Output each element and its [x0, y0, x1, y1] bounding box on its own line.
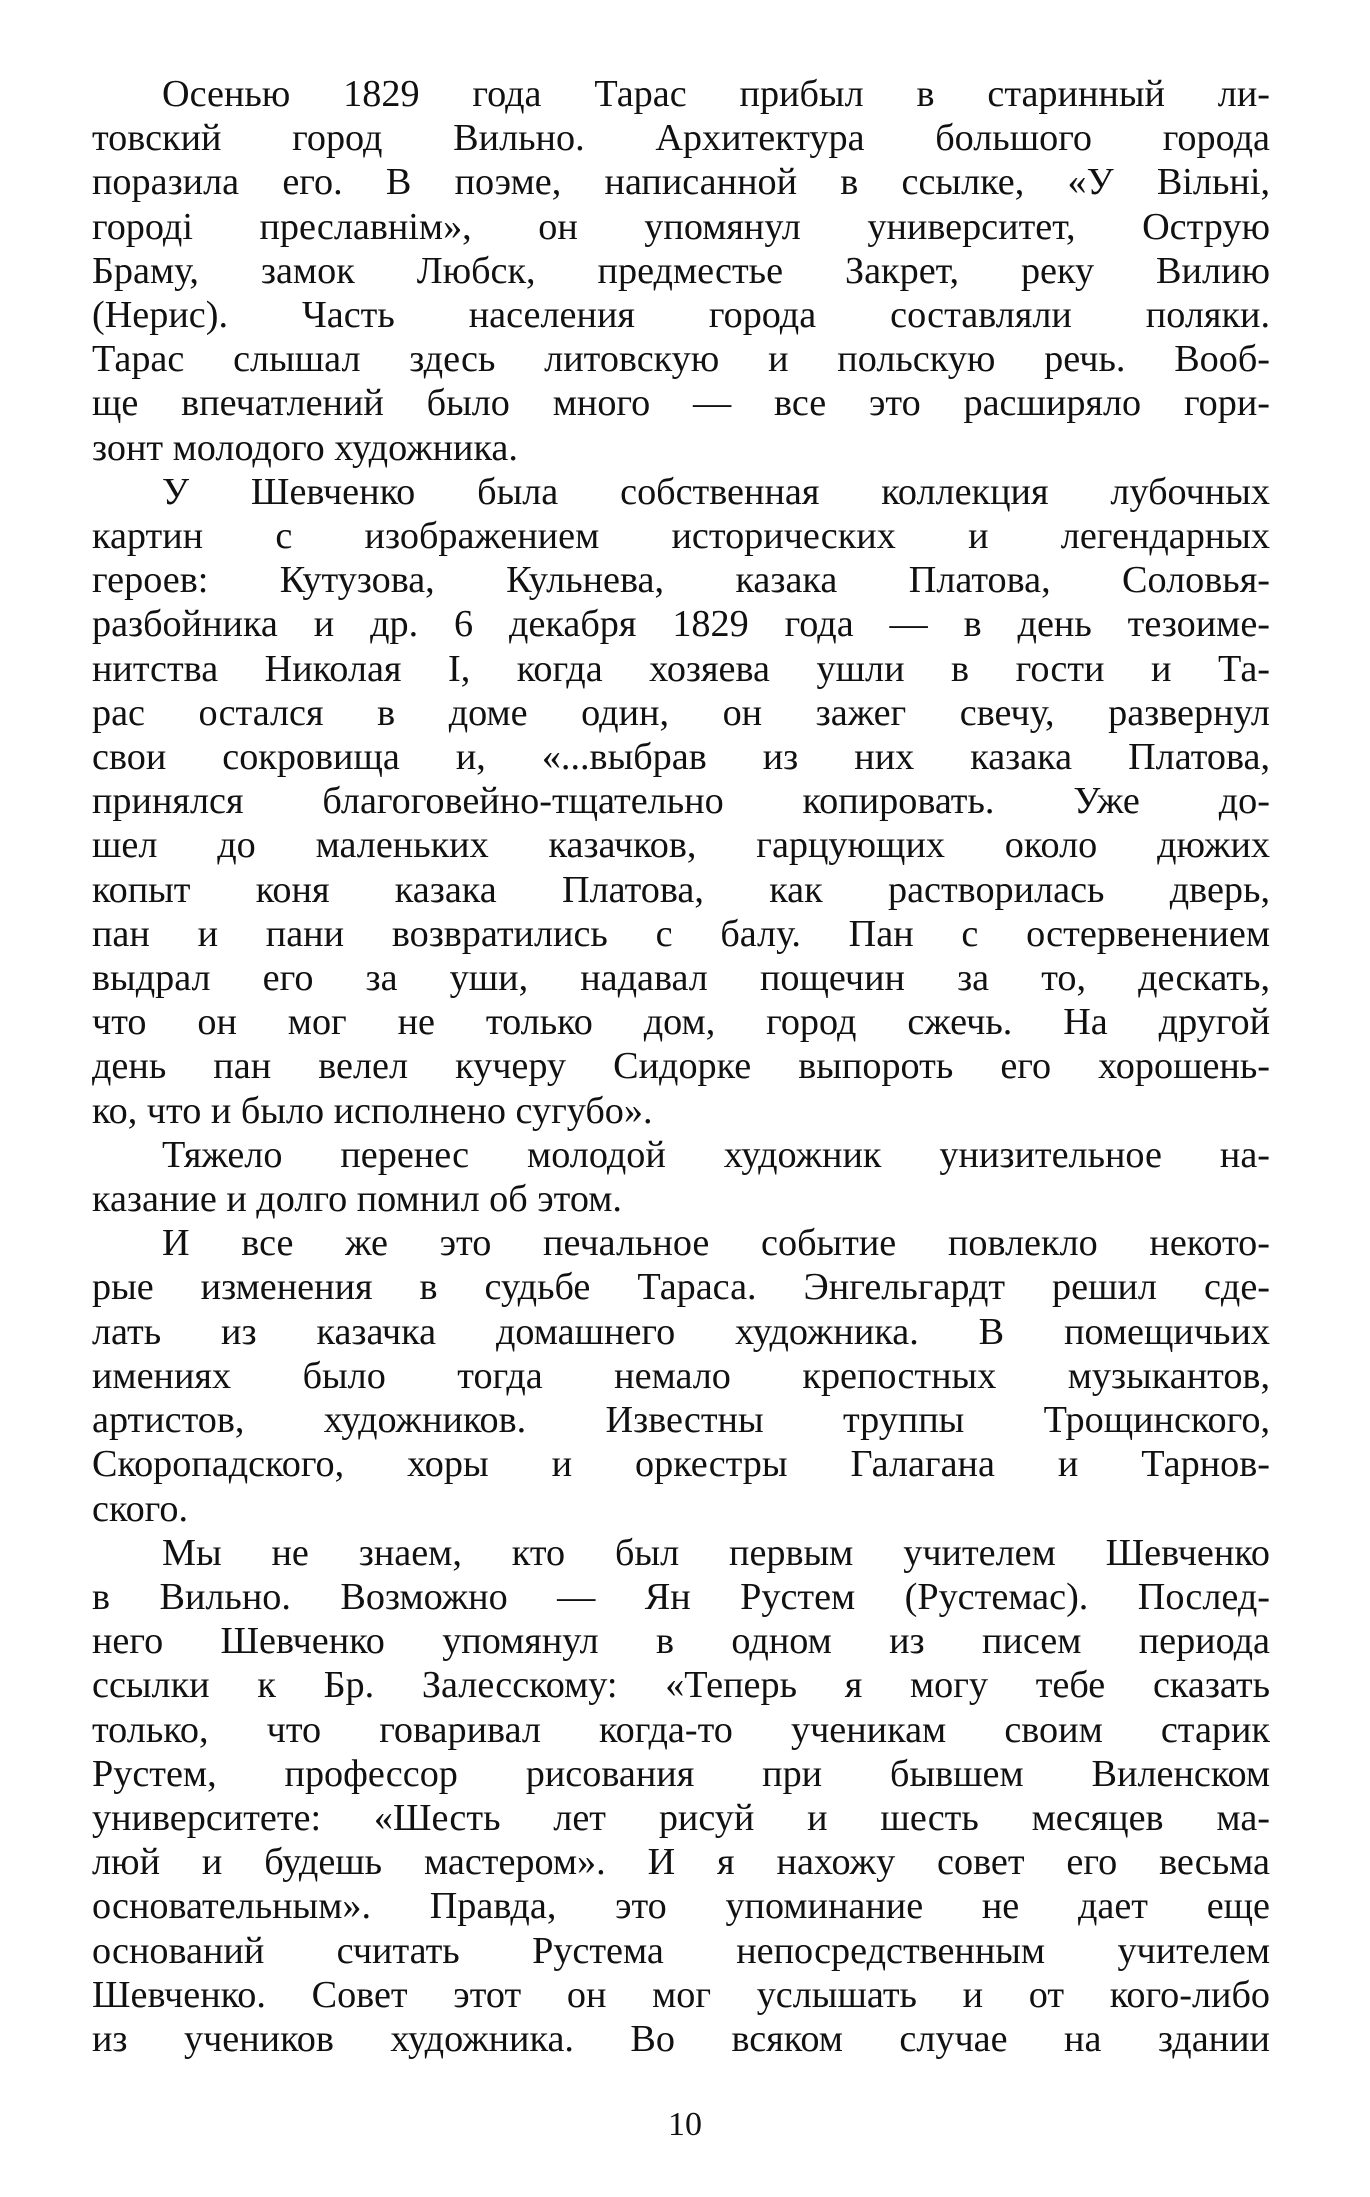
paragraph	[92, 470, 1270, 1133]
text-line: рые изменения в судьбе Тараса. Энгельгардт решил сде-	[92, 1266, 1270, 1309]
text-line: принялся благоговейно-тщательно копировать. Уже до-	[92, 780, 1270, 823]
text-line: день пан велел кучеру Сидорке выпороть его хорошень-	[92, 1045, 1270, 1088]
text-line: ко, что и было исполнено сугубо».	[92, 1089, 653, 1132]
text-line: поразила его. В поэме, написанной в ссылке, «У Вільні,	[92, 161, 1270, 204]
text-line: пан и пани возвратились с балу. Пан с остервенением	[92, 912, 1270, 955]
text-line: оснований считать Рустема непосредственным учителем	[92, 1929, 1270, 1972]
text-line: лать из казачка домашнего художника. В помещичьих	[92, 1310, 1270, 1353]
text-line: Скоропадского, хоры и оркестры Галагана и Тарнов-	[92, 1443, 1270, 1486]
text-line: Мы не знаем, кто был первым учителем Шевченко	[162, 1531, 1270, 1574]
text-line: что он мог не только дом, город сжечь. На другой	[92, 1001, 1270, 1044]
paragraph	[92, 1133, 1270, 1221]
text-line: в Вильно. Возможно — Ян Рустем (Рустемас). Послед-	[92, 1575, 1270, 1618]
text-line: шел до маленьких казачков, гарцующих около дюжих	[92, 824, 1270, 867]
text-line: героев: Кутузова, Кульнева, казака Платова, Соловья-	[92, 559, 1270, 602]
text-line: И все же это печальное событие повлекло некото-	[162, 1222, 1270, 1265]
text-line: свои сокровища и, «...выбрав из них казака Платова,	[92, 736, 1270, 779]
text-line: копыт коня казака Платова, как растворилась дверь,	[92, 868, 1270, 911]
text-line: университете: «Шесть лет рисуй и шесть месяцев ма-	[92, 1796, 1270, 1839]
text-line: только, что говаривал когда-то ученикам своим старик	[92, 1708, 1270, 1751]
paragraph	[92, 1531, 1270, 2061]
text-line: ссылки к Бр. Залесскому: «Теперь я могу тебе сказать	[92, 1664, 1270, 1707]
text-line: артистов, художников. Известны труппы Трощинского,	[92, 1399, 1270, 1442]
text-line: картин с изображением исторических и легендарных	[92, 515, 1270, 558]
paragraph	[92, 1221, 1270, 1530]
text-line: разбойника и др. 6 декабря 1829 года — в день тезоиме-	[92, 603, 1270, 646]
book-page-text	[92, 72, 1270, 2061]
text-line: рас остался в доме один, он зажег свечу, развернул	[92, 691, 1270, 734]
text-line: (Нерис). Часть населения города составляли поляки.	[92, 294, 1270, 337]
text-line: основательным». Правда, это упоминание не дает еще	[92, 1885, 1270, 1928]
text-line: нитства Николая I, когда хозяева ушли в гости и Та-	[92, 647, 1270, 690]
text-line: Тяжело перенес молодой художник унизительное на-	[162, 1133, 1270, 1176]
text-line: него Шевченко упомянул в одном из писем периода	[92, 1620, 1270, 1663]
text-line: Браму, замок Любск, предместье Закрет, реку Вилию	[92, 249, 1270, 292]
text-line: из учеников художника. Во всяком случае на здании	[92, 2017, 1270, 2060]
text-line: Рустем, профессор рисования при бывшем Виленском	[92, 1752, 1270, 1795]
text-line: Шевченко. Совет этот он мог услышать и от кого-либо	[92, 1973, 1270, 2016]
page-number: 10	[668, 2106, 702, 2143]
text-line: выдрал его за уши, надавал пощечин за то, дескать,	[92, 957, 1270, 1000]
text-line: казание и долго помнил об этом.	[92, 1178, 622, 1221]
text-line: товский город Вильно. Архитектура большого города	[92, 117, 1270, 160]
text-line: городі преславнім», он упомянул университет, Острую	[92, 205, 1270, 248]
text-line: имениях было тогда немало крепостных музыкантов,	[92, 1354, 1270, 1397]
paragraph	[92, 72, 1270, 470]
text-line: ского.	[92, 1487, 189, 1530]
text-line: Осенью 1829 года Тарас прибыл в старинный ли-	[162, 73, 1270, 115]
text-line: У Шевченко была собственная коллекция лубочных	[162, 470, 1270, 513]
text-line: люй и будешь мастером». И я нахожу совет его весьма	[92, 1841, 1270, 1884]
text-line: ще впечатлений было много — все это расширяло гори-	[92, 382, 1270, 425]
text-line: зонт молодого художника.	[92, 426, 518, 469]
text-line: Тарас слышал здесь литовскую и польскую речь. Вооб-	[92, 338, 1270, 381]
